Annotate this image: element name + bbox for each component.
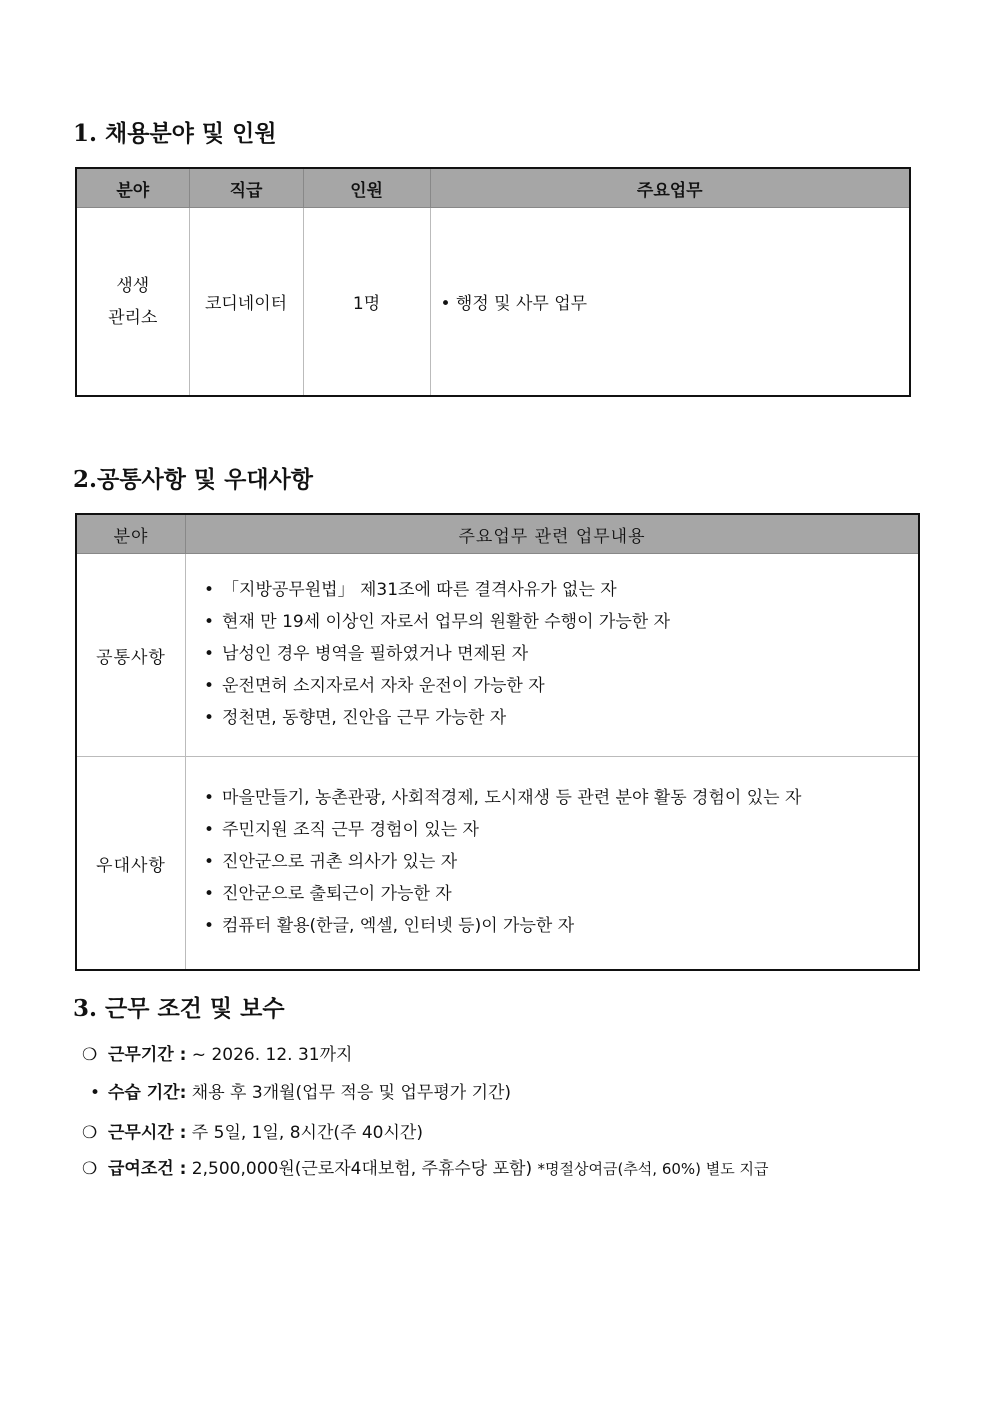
work-hours-label: 근무시간 : [108,1123,187,1143]
table-row [76,208,910,397]
pay-conditions [82,1154,769,1179]
table-header-row [76,168,910,208]
header-content: 주요업무 관련 업무내용 [186,514,920,554]
recruitment-table [75,167,911,397]
preferred-list-cell [186,757,920,971]
list-item: • 진안군으로 출퇴근이 가능한 자 [204,878,918,910]
work-period-value: ~ 2026. 12. 31까지 [186,1045,353,1065]
probation-label: 수습 기간: [108,1083,187,1103]
table-row-preferred [76,757,919,971]
probation-value: 채용 후 3개월(업무 적응 및 업무평가 기간) [186,1083,512,1103]
pay-note: *명절상여금(추석, 60%) 별도 지급 [537,1160,769,1178]
list-item: • 운전면허 소지자로서 자차 운전이 가능한 자 [204,670,918,702]
header-field: 분야 [76,168,189,208]
work-period-label: 근무기간 : [108,1045,187,1065]
common-list [204,574,918,734]
header-field: 분야 [76,514,186,554]
circle-bullet-icon: ❍ [82,1159,98,1179]
header-count: 인원 [303,168,430,208]
requirements-table [75,513,920,971]
header-duty: 주요업무 [430,168,910,208]
pay-value: 2,500,000원(근로자4대보험, 주휴수당 포함) [186,1159,538,1179]
probation-period [90,1078,511,1103]
table-row-common [76,554,919,757]
list-item: • 현재 만 19세 이상인 자로서 업무의 원활한 수행이 가능한 자 [204,606,918,638]
list-item: • 컴퓨터 활용(한글, 엑셀, 인터넷 등)이 가능한 자 [204,910,918,942]
common-list-cell [186,554,920,757]
list-item: • 진안군으로 귀촌 의사가 있는 자 [204,846,918,878]
preferred-label: 우대사항 [76,757,186,971]
work-hours [82,1118,423,1143]
circle-bullet-icon: ❍ [82,1123,98,1143]
list-item: • 마을만들기, 농촌관광, 사회적경제, 도시재생 등 관련 분야 활동 경험이 있는 자 [204,782,918,814]
common-label: 공통사항 [76,554,186,757]
circle-bullet-icon: ❍ [82,1045,98,1065]
section2-heading: 2.공통사항 및 우대사항 [73,466,313,493]
cell-field [76,208,189,397]
list-item: • 「지방공무원법」 제31조에 따른 결격사유가 없는 자 [204,574,918,606]
work-hours-value: 주 5일, 1일, 8시간(주 40시간) [186,1123,423,1143]
list-item: • 남성인 경우 병역을 필하였거나 면제된 자 [204,638,918,670]
list-item: • 정천면, 동향면, 진안읍 근무 가능한 자 [204,702,918,734]
cell-rank: 코디네이터 [189,208,303,397]
section3-heading: 3. 근무 조건 및 보수 [73,995,285,1022]
pay-label: 급여조건 : [108,1159,187,1179]
header-rank: 직급 [189,168,303,208]
preferred-list [204,782,918,942]
work-period [82,1040,352,1065]
table-header-row [76,514,919,554]
field-line1: 생생 [116,275,150,296]
cell-count: 1명 [303,208,430,397]
list-item: • 주민지원 조직 근무 경험이 있는 자 [204,814,918,846]
section1-heading: 1. 채용분야 및 인원 [73,120,277,147]
cell-duty: • 행정 및 사무 업무 [430,208,910,397]
dot-bullet-icon: • [90,1083,101,1103]
field-line2: 관리소 [108,307,158,328]
